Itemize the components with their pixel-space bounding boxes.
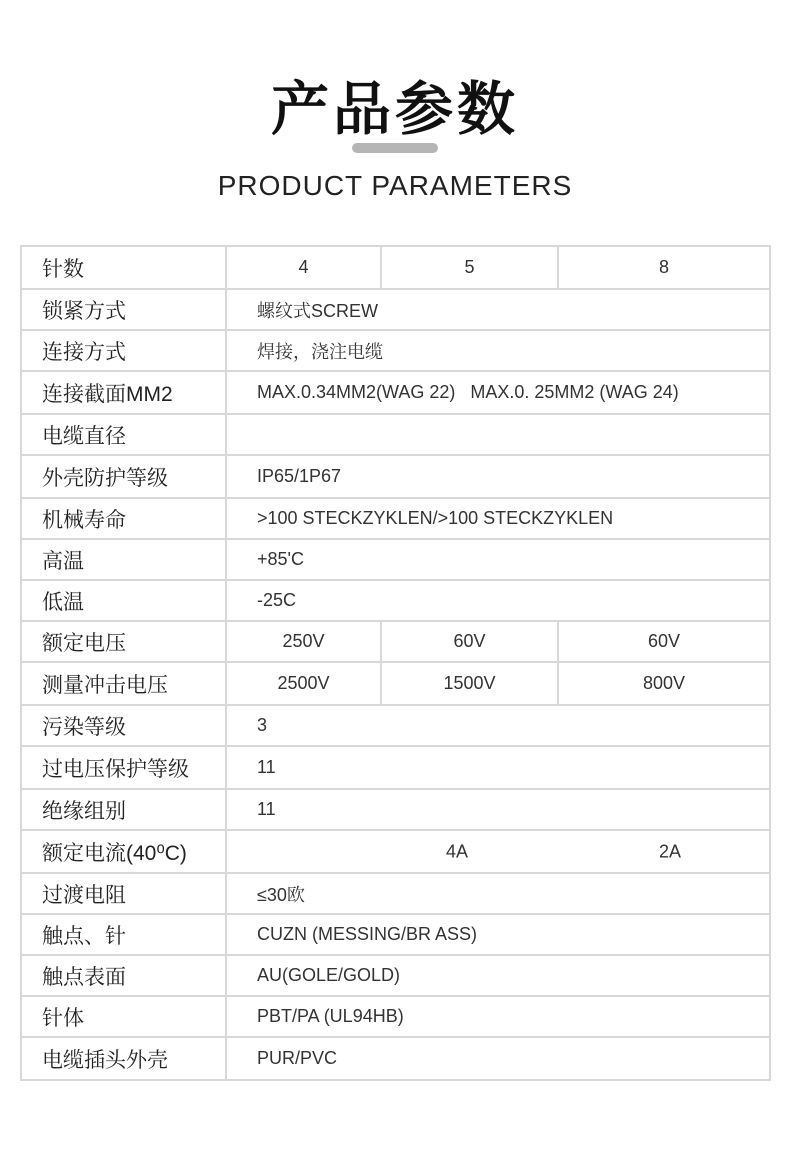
param-value: 8 — [558, 246, 770, 289]
table-row — [21, 455, 770, 498]
param-label: 机械寿命 — [21, 498, 226, 539]
param-value: 3 — [226, 705, 770, 746]
param-label: 过渡电阻 — [21, 873, 226, 914]
table-row — [21, 498, 770, 539]
param-value: 2500V — [226, 662, 381, 705]
table-row — [21, 705, 770, 746]
table-row — [21, 1037, 770, 1080]
param-value: 2A — [658, 841, 682, 861]
table-row — [21, 662, 770, 705]
table-row — [21, 746, 770, 789]
param-label: 触点表面 — [21, 955, 226, 996]
param-value: MAX.0.34MM2(WAG 22) MAX.0. 25MM2 (WAG 24) — [226, 371, 770, 414]
table-row — [21, 414, 770, 455]
param-value: 11 — [226, 789, 770, 830]
param-label: 触点、针 — [21, 914, 226, 955]
param-label: 低温 — [21, 580, 226, 621]
param-label: 测量冲击电压 — [21, 662, 226, 705]
param-value: 800V — [558, 662, 770, 705]
param-value: 螺纹式SCREW — [226, 289, 770, 330]
param-value: 1500V — [381, 662, 558, 705]
param-label: 连接方式 — [21, 330, 226, 371]
param-value — [226, 414, 770, 455]
param-value: -25C — [226, 580, 770, 621]
param-label: 锁紧方式 — [21, 289, 226, 330]
param-value: PBT/PA (UL94HB) — [226, 996, 770, 1037]
table-row — [21, 955, 770, 996]
param-label: 针数 — [21, 246, 226, 289]
title-divider — [352, 143, 438, 153]
param-value: AU(GOLE/GOLD) — [226, 955, 770, 996]
param-label: 过电压保护等级 — [21, 746, 226, 789]
param-value: 4 — [226, 246, 381, 289]
param-value: IP65/1P67 — [226, 455, 770, 498]
table-row — [21, 789, 770, 830]
table-row — [21, 330, 770, 371]
param-value: +85'C — [226, 539, 770, 580]
param-value: 250V — [226, 621, 381, 662]
param-value: 5 — [381, 246, 558, 289]
param-label: 额定电压 — [21, 621, 226, 662]
table-row — [21, 539, 770, 580]
param-value: PUR/PVC — [226, 1037, 770, 1080]
table-row — [21, 371, 770, 414]
table-row — [21, 246, 770, 289]
param-label: 绝缘组别 — [21, 789, 226, 830]
table-row — [21, 580, 770, 621]
page-subtitle: PRODUCT PARAMETERS — [217, 170, 573, 201]
page-title: 产品参数 — [270, 75, 519, 143]
param-label: 额定电流(40⁰C) — [21, 830, 226, 873]
parameters-table — [20, 245, 771, 1081]
param-label: 外壳防护等级 — [21, 455, 226, 498]
param-value: CUZN (MESSING/BR ASS) — [226, 914, 770, 955]
param-label: 高温 — [21, 539, 226, 580]
param-label: 污染等级 — [21, 705, 226, 746]
table-row — [21, 914, 770, 955]
param-value: ≤30欧 — [226, 873, 770, 914]
param-label: 电缆插头外壳 — [21, 1037, 226, 1080]
param-label: 连接截面MM2 — [21, 371, 226, 414]
table-row — [21, 996, 770, 1037]
param-value: 4A — [445, 841, 469, 861]
param-value: 11 — [226, 746, 770, 789]
param-value: >100 STECKZYKLEN/>100 STECKZYKLEN — [226, 498, 770, 539]
param-label: 电缆直径 — [21, 414, 226, 455]
table-row — [21, 873, 770, 914]
param-label: 针体 — [21, 996, 226, 1037]
param-value: 60V — [558, 621, 770, 662]
param-value-split — [226, 830, 770, 873]
param-value: 焊接，浇注电缆 — [226, 330, 770, 371]
param-value: 60V — [381, 621, 558, 662]
table-row — [21, 830, 770, 873]
table-row — [21, 621, 770, 662]
table-row — [21, 289, 770, 330]
